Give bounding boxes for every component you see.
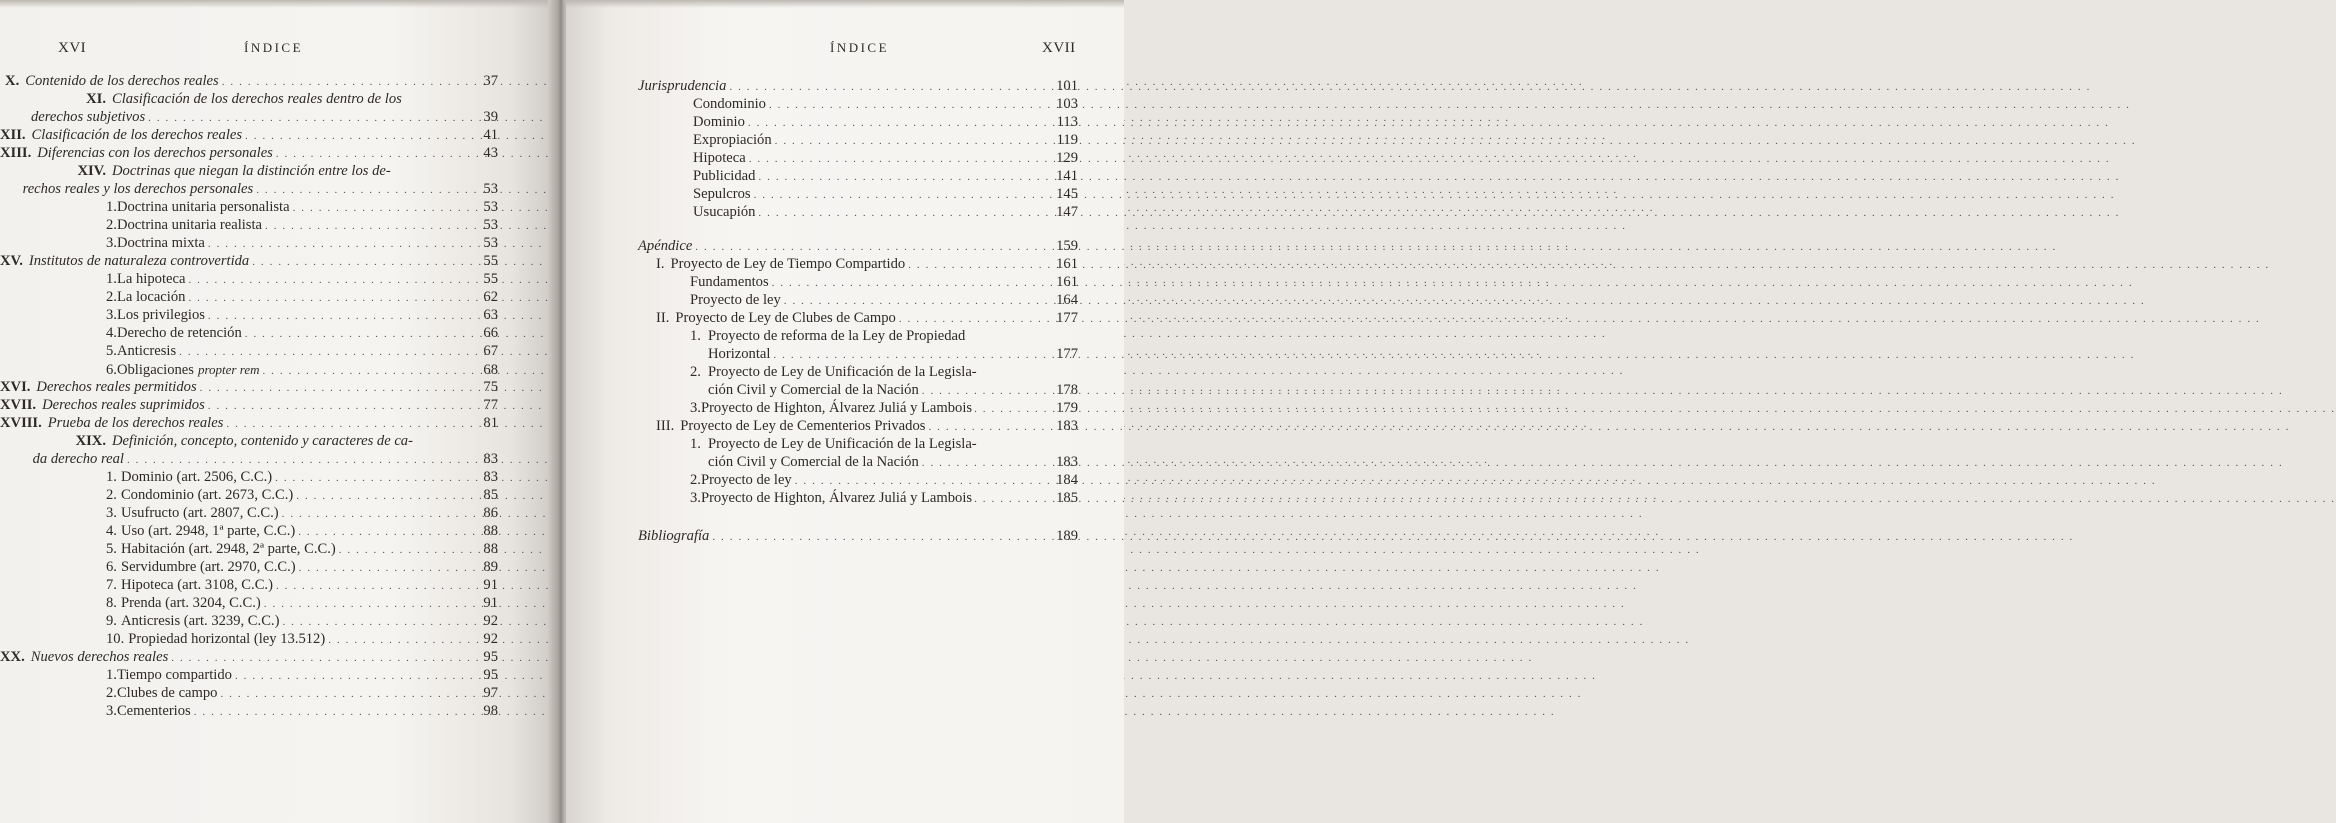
entry-page: 88 [483,541,498,557]
dot-leader [729,79,1049,96]
dot-leader [974,491,1050,508]
dot-leader [252,254,469,271]
toc-subentry[interactable] [693,168,1078,186]
entry-number: 3. [106,307,117,323]
entry-page: 91 [483,577,498,593]
dot-leader [194,704,469,721]
dot-leader [775,133,1049,150]
entry-title: Condominio (art. 2673, C.C.) [120,487,294,503]
page-folio: XVI [58,40,87,56]
dot-leader [226,416,469,433]
toc-entry[interactable] [638,238,1078,256]
entry-number: III. [656,418,675,434]
toc-entry[interactable] [656,310,1078,328]
entry-title: Anticresis (art. 3239, C.C.) [120,613,280,629]
entry-title: Doctrina unitaria personalista [116,199,290,215]
toc-subentry[interactable] [106,343,498,361]
entry-page: 161 [1056,256,1078,272]
entry-page: 53 [483,199,498,215]
entry-page: 83 [483,469,498,485]
entry-page: 66 [483,325,498,341]
toc-subentry[interactable] [106,469,498,487]
toc-subentry[interactable] [106,199,498,217]
entry-page: 92 [483,613,498,629]
dot-leader [208,236,469,253]
entry-page: 92 [483,631,498,647]
dot-leader [264,596,469,613]
entry-title: Jurisprudencia [638,78,727,94]
toc-entry[interactable] [0,649,498,667]
toc-entry-continuation[interactable] [0,181,498,199]
entry-number: 1. [690,436,701,452]
entry-number: 8. [106,595,117,611]
entry-number: 9. [106,613,117,629]
dot-leader [298,524,469,541]
entry-page: 95 [483,667,498,683]
toc-subentry-continuation[interactable] [708,382,1078,400]
toc-subentry-continuation[interactable] [708,454,1078,472]
toc-subentry[interactable] [690,436,1078,453]
entry-number: XX. [0,649,25,665]
entry-title: Proyecto de Ley de Clubes de Campo [675,310,896,326]
entry-number: XII. [0,127,26,143]
toc-entry[interactable] [656,256,1078,274]
toc-entry[interactable] [638,78,1078,96]
entry-page: 53 [483,235,498,251]
entry-page: 39 [483,109,498,125]
toc-entry[interactable] [0,433,498,450]
entry-page: 177 [1056,346,1078,362]
dot-leader [276,146,469,163]
entry-number: 3. [106,235,117,251]
entry-number: 2. [690,472,701,488]
left-page [0,0,556,823]
entry-page: 141 [1056,168,1078,184]
entry-page: 89 [483,559,498,575]
entry-title: Doctrina mixta [116,235,205,251]
entry-title-continuation: rechos reales y los derechos personales [22,181,254,197]
entry-title: Prueba de los derechos reales [47,415,224,431]
dot-leader [208,398,469,415]
entry-number: 2. [106,487,117,503]
entry-page: 37 [483,73,498,89]
page-edge-shadow [0,0,556,8]
page-edge-shadow [566,0,1124,8]
dot-leader [265,218,469,235]
entry-title: Fundamentos [690,274,769,290]
dot-leader [772,275,1049,292]
entry-title: Publicidad [693,168,756,184]
entry-page: 161 [1056,274,1078,290]
entry-title-continuation: ción Civil y Comercial de la Nación [708,454,919,470]
entry-title: Uso (art. 2948, 1ª parte, C.C.) [120,523,296,539]
toc-subentry[interactable] [106,289,498,307]
entry-number: 6. [106,559,117,575]
dot-leader [222,74,469,91]
entry-number: 1. [106,667,117,683]
entry-number: 5. [106,343,117,359]
entry-page: 159 [1056,238,1078,254]
toc-subentry[interactable] [693,132,1078,150]
entry-number: XI. [86,91,106,107]
entry-number: XVII. [0,397,37,413]
dot-leader [220,686,469,703]
dot-leader [784,293,1049,310]
dot-leader [148,110,469,127]
toc-entry[interactable] [0,91,498,108]
entry-title: Cementerios [116,703,191,719]
entry-number: 2. [106,289,117,305]
dot-leader [695,239,1049,256]
right-page [566,0,1124,823]
dot-leader [328,632,469,649]
toc-subentry[interactable] [693,96,1078,114]
entry-page: 68 [483,362,498,378]
toc-subentry[interactable] [106,613,498,631]
entry-title: Doctrina unitaria realista [116,217,263,233]
entry-page: 41 [483,127,498,143]
entry-page: 98 [483,703,498,719]
entry-title: Dominio [693,114,745,130]
entry-title: Doctrinas que niegan la distinción entre los de- [112,163,391,179]
entry-page: 43 [483,145,498,161]
entry-number: 2. [690,364,701,380]
dot-leader [282,506,469,523]
entry-number: XIII. [0,145,32,161]
toc-entry[interactable] [0,397,498,415]
entry-page: 178 [1056,382,1078,398]
entry-number: XVIII. [0,415,42,431]
entry-title: Proyecto de ley [690,292,781,308]
toc-entry[interactable] [0,253,498,271]
toc-entry[interactable] [638,528,1078,546]
entry-number: 3. [690,400,701,416]
toc-subentry[interactable] [693,114,1078,132]
toc-subentry[interactable] [690,364,1078,381]
entry-title: Condominio [693,96,766,112]
running-head: ÍNDICE [830,40,890,55]
toc-subentry[interactable] [106,361,498,380]
entry-number: XV. [0,253,23,269]
entry-title: Clasificación de los derechos reales dentro de los [112,91,402,107]
entry-title-continuation: ción Civil y Comercial de la Nación [708,382,919,398]
toc-subentry[interactable] [106,487,498,505]
entry-page: 129 [1056,150,1078,166]
entry-page: 101 [1056,78,1078,94]
dot-leader [282,614,469,631]
toc-entry[interactable] [0,415,498,433]
entry-title: Prenda (art. 3204, C.C.) [120,595,261,611]
entry-number: 6. [106,362,117,378]
entry-page: 185 [1056,490,1078,506]
entry-number: II. [656,310,670,326]
entry-title: Sepulcros [693,186,751,202]
toc-subentry[interactable] [106,541,498,559]
entry-title: Clubes de campo [116,685,218,701]
entry-page: 113 [1056,114,1078,130]
toc-subentry[interactable] [106,523,498,541]
toc-entry[interactable] [0,127,498,145]
entry-page: 75 [483,379,498,395]
dot-leader [200,380,469,397]
entry-title: Hipoteca [693,150,746,166]
entry-page: 83 [483,451,498,467]
dot-leader [299,560,469,577]
entry-page: 91 [483,595,498,611]
entry-page: 88 [483,523,498,539]
toc-entry[interactable] [0,73,498,91]
entry-title: Diferencias con los derechos personales [37,145,273,161]
entry-title: Proyecto de Ley de Unificación de la Legisla- [708,436,977,452]
dot-leader [758,205,1049,222]
toc-subentry[interactable] [693,150,1078,168]
entry-title: Obligaciones [116,362,194,378]
page-folio: XVII [1042,40,1076,56]
entry-page: 77 [483,397,498,413]
dot-leader [275,470,469,487]
entry-page: 86 [483,505,498,521]
entry-title: Hipoteca (art. 3108, C.C.) [120,577,273,593]
dot-leader [922,383,1049,400]
dot-leader [773,347,1049,364]
dot-leader [769,97,1049,114]
toc-subentry[interactable] [106,559,498,577]
entry-title: Proyecto de Ley de Cementerios Privados [680,418,926,434]
entry-page: 145 [1056,186,1078,202]
entry-page: 147 [1056,204,1078,220]
toc-subentry[interactable] [106,325,498,343]
dot-leader [245,128,469,145]
dot-leader [974,401,1050,418]
entry-page: 164 [1056,292,1078,308]
entry-title: Usucapión [693,204,756,220]
toc-entry[interactable] [656,418,1078,436]
entry-title-continuation: da derecho real [32,451,124,467]
entry-page: 55 [483,253,498,269]
toc-subentry[interactable] [690,292,1078,310]
dot-leader [245,326,469,343]
toc-entry[interactable] [0,163,498,180]
entry-title: La locación [116,289,186,305]
toc-entry[interactable] [0,145,498,163]
dot-leader [758,169,1049,186]
dot-leader [296,488,469,505]
toc-subentry[interactable] [106,217,498,235]
entry-number: 3. [106,703,117,719]
entry-title: Proyecto de Ley de Tiempo Compartido [670,256,906,272]
entry-title: Bibliografía [638,528,710,544]
entry-page: 189 [1056,528,1078,544]
entry-title: Derechos reales suprimidos [42,397,205,413]
toc-subentry[interactable] [106,271,498,289]
toc-entry-continuation[interactable] [0,109,498,127]
entry-page: 97 [483,685,498,701]
entry-page: 183 [1056,454,1078,470]
toc-subentry[interactable] [693,186,1078,204]
toc-subentry[interactable] [690,472,1078,490]
dot-leader [922,455,1049,472]
entry-page: 53 [483,217,498,233]
entry-title: Proyecto de reforma de la Ley de Propiedad [708,328,966,344]
toc-subentry[interactable] [690,400,1078,418]
entry-number: 3. [106,505,117,521]
entry-number: 2. [106,685,117,701]
entry-number: 2. [106,217,117,233]
dot-leader [256,182,469,199]
entry-number: I. [656,256,665,272]
entry-page: 119 [1056,132,1078,148]
dot-leader [754,187,1049,204]
entry-page: 62 [483,289,498,305]
entry-number: 1. [106,199,117,215]
dot-leader [908,257,1049,274]
entry-number: XIX. [75,433,106,449]
entry-title: Proyecto de ley [700,472,792,488]
entry-title: Los privilegios [116,307,205,323]
toc-entry[interactable] [0,379,498,397]
entry-number: 5. [106,541,117,557]
dot-leader [928,419,1049,436]
entry-page: 95 [483,649,498,665]
toc-subentry[interactable] [693,204,1078,222]
dot-leader [188,290,469,307]
entry-number: XIV. [77,163,106,179]
entry-page: 183 [1056,418,1078,434]
entry-title: Proyecto de Highton, Álvarez Juliá y Lambois [700,400,973,416]
entry-page: 179 [1056,400,1078,416]
entry-number: 1. [690,328,701,344]
entry-page: 81 [483,415,498,431]
entry-title: Derecho de retención [116,325,242,341]
dot-leader [795,473,1049,490]
entry-number: 1. [106,469,117,485]
dot-leader [293,200,469,217]
entry-number: 10. [106,631,125,647]
entry-title: Expropiación [693,132,772,148]
entry-title: Institutos de naturaleza controvertida [28,253,250,269]
dot-leader [179,344,469,361]
entry-number: 7. [106,577,117,593]
entry-page: 67 [483,343,498,359]
entry-title: Usufructo (art. 2807, C.C.) [120,505,279,521]
dot-leader [749,151,1049,168]
toc-subentry[interactable] [106,685,498,703]
entry-title: Servidumbre (art. 2970, C.C.) [120,559,296,575]
toc-subentry[interactable] [690,490,1078,508]
toc-subentry-continuation[interactable] [708,346,1078,364]
dot-leader [262,363,469,380]
toc-subentry[interactable] [106,235,498,253]
dot-leader [276,578,469,595]
entry-title: La hipoteca [116,271,186,287]
dot-leader [235,668,469,685]
running-head: ÍNDICE [244,40,304,55]
toc-subentry[interactable] [106,505,498,523]
entry-title: Derechos reales permitidos [36,379,197,395]
entry-title: Clasificación de los derechos reales [31,127,243,143]
dot-leader [899,311,1049,328]
toc-subentry[interactable] [106,667,498,685]
entry-page: 63 [483,307,498,323]
entry-number: 4. [106,325,117,341]
entry-title-italic: propter rem [197,362,260,377]
entry-title: Propiedad horizontal (ley 13.512) [128,631,326,647]
entry-title-continuation: derechos subjetivos [30,109,146,125]
entry-title: Dominio (art. 2506, C.C.) [120,469,273,485]
toc-subentry[interactable] [106,577,498,595]
dot-leader [171,650,469,667]
entry-page: 55 [483,271,498,287]
entry-number: 4. [106,523,117,539]
entry-title: Definición, concepto, contenido y caracteres de ca- [112,433,413,449]
entry-title: Proyecto de Ley de Unificación de la Legisla- [708,364,977,380]
entry-page: 53 [483,181,498,197]
entry-title: Habitación (art. 2948, 2ª parte, C.C.) [120,541,336,557]
entry-title: Apéndice [638,238,693,254]
toc-subentry[interactable] [690,328,1078,345]
entry-page: 184 [1056,472,1078,488]
entry-title: Tiempo compartido [116,667,232,683]
entry-number: XVI. [0,379,31,395]
entry-page: 85 [483,487,498,503]
entry-title: Proyecto de Highton, Álvarez Juliá y Lambois [700,490,973,506]
dot-leader [127,452,469,469]
entry-page: 103 [1056,96,1078,112]
toc-subentry[interactable] [106,631,498,649]
toc-subentry[interactable] [690,274,1078,292]
dot-leader [208,308,469,325]
dot-leader [339,542,469,559]
entry-number: 3. [690,490,701,506]
dot-leader [188,272,469,289]
entry-number: 1. [106,271,117,287]
toc-subentry[interactable] [106,307,498,325]
entry-title-continuation: Horizontal [708,346,771,362]
toc-subentry[interactable] [106,595,498,613]
entry-title: Nuevos derechos reales [30,649,169,665]
toc-subentry[interactable] [106,703,498,721]
toc-entry-continuation[interactable] [0,451,498,469]
entry-title: Contenido de los derechos reales [25,73,219,89]
entry-title: Anticresis [116,343,177,359]
dot-leader [712,529,1049,546]
dot-leader [748,115,1049,132]
entry-number: X. [5,73,20,89]
entry-page: 177 [1056,310,1078,326]
